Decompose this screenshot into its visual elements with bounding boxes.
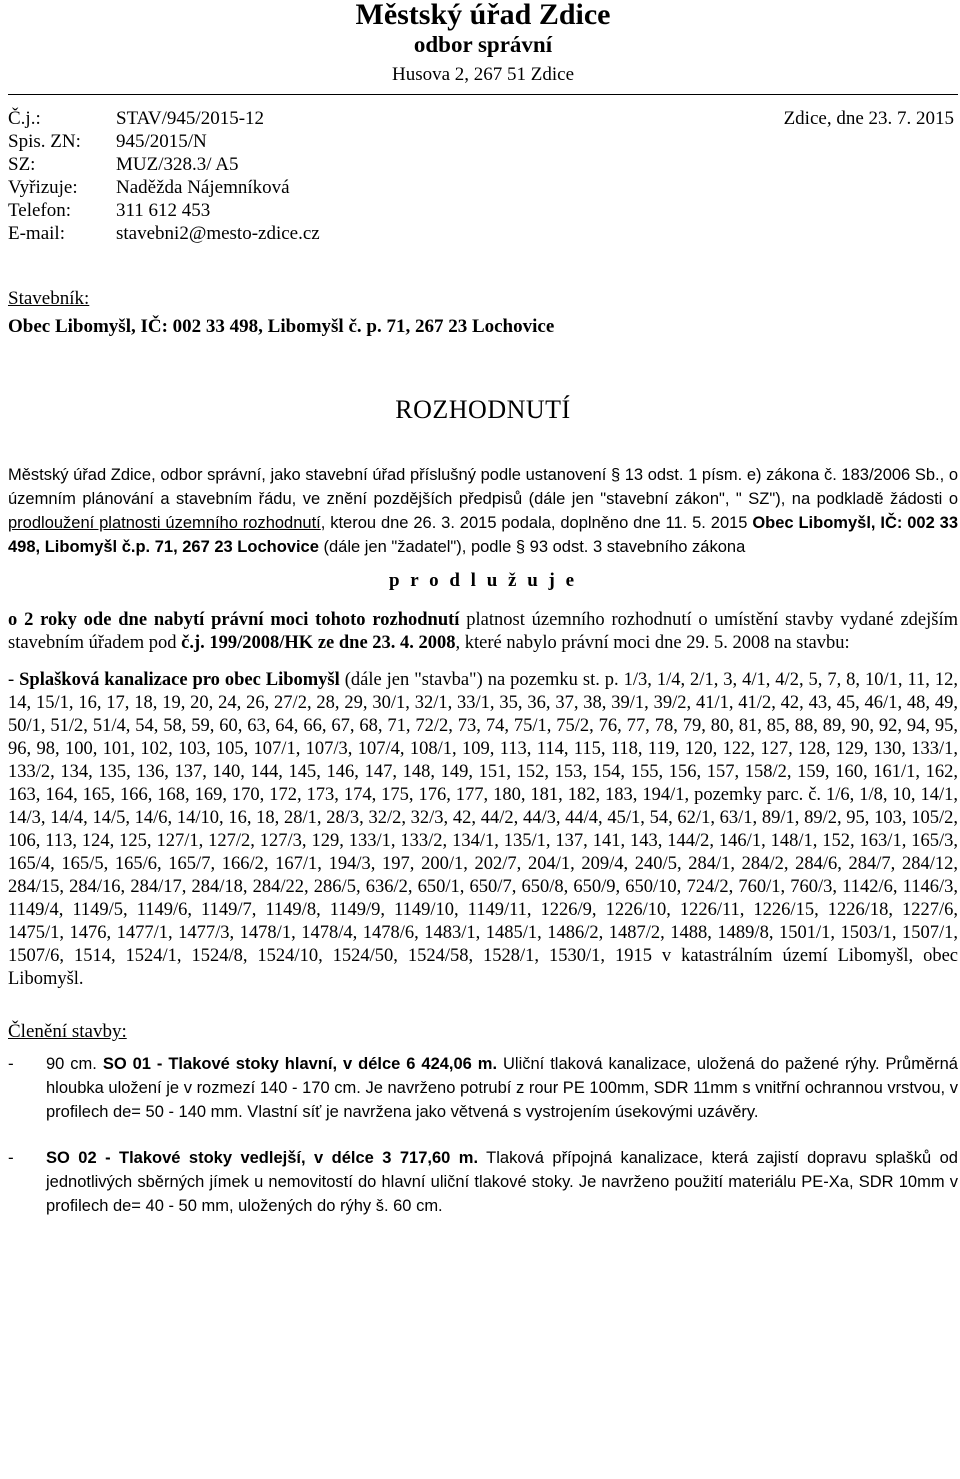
division-heading: Členění stavby: [8, 1021, 127, 1042]
list-item-text [46, 1146, 958, 1218]
file-number-value: 945/2015/N [116, 131, 207, 152]
decision-term: o 2 roky ode dne nabytí právní moci tohoto rozhodnutí [8, 610, 460, 630]
sz-label: SZ: [8, 154, 36, 175]
sz-value: MUZ/328.3/ A5 [116, 154, 239, 175]
list-item [8, 1052, 958, 1124]
handled-by-value: Naděžda Nájemníková [116, 177, 290, 198]
reference-value: STAV/945/2015-12 [116, 108, 265, 129]
document-page [8, 0, 958, 1218]
sz-row [8, 153, 958, 176]
document-date: Zdice, dne 23. 7. 2015 [783, 108, 954, 129]
email-label: E-mail: [8, 223, 65, 244]
list-item [8, 1146, 958, 1218]
office-name: Městský úřad Zdice [355, 0, 611, 31]
reference-label: Č.j.: [8, 108, 41, 129]
extends-heading: p r o d l u ž u j e [388, 570, 578, 591]
parcels-paragraph [8, 669, 958, 991]
handled-by-label: Vyřizuje: [8, 177, 78, 198]
item-title: SO 01 - Tlakové stoky hlavní, v délce 6 424,06 m. [102, 1055, 498, 1073]
file-number-row [8, 130, 958, 153]
phone-label: Telefon: [8, 200, 72, 221]
file-number-label: Spis. ZN: [8, 131, 81, 152]
header-divider [8, 94, 958, 95]
department-name: odbor správní [413, 32, 553, 57]
office-address: Husova 2, 267 51 Zdice [391, 64, 575, 85]
construction-name: Splašková kanalizace pro obec Libomyšl [19, 670, 340, 690]
intro-text-3: (dále jen "žadatel"), podle § 93 odst. 3 stavebního zákona [318, 538, 746, 556]
reference-block [8, 107, 958, 245]
phone-row [8, 199, 958, 222]
list-item-text [46, 1052, 958, 1124]
phone-value: 311 612 453 [116, 200, 211, 221]
intro-text: Městský úřad Zdice, odbor správní, jako stavební úřad příslušný podle ustanovení § 13 odst. 1 písm. e) zákona č. 183/2006 Sb., o územním plánování a stavebním řádu, ve znění pozdějších předpisů (dále jen "stavební zákon", " SZ"), na podkladě žádosti o [8, 466, 958, 508]
parcels-list: (dále jen "stavba") na pozemku st. p. 1/3, 1/4, 2/1, 3, 4/1, 4/2, 5, 7, 8, 10/1, 11, 12, 14, 15/1, 16, 17, 18, 19, 20, 24, 26, 27/2, 28, 29, 30/1, 32/1, 33/1, 35, 36, 37, 38, 39/1, 39/2, 41/1, 41/2, 42, 43, 45, 46/1, 48, 49, 50/1, 51/2, 51/4, 54, 58, 59, 60, 63, 64, 66, 67, 68, 71, 72/2, 73, 74, 75/1, 75/2, 76, 77, 78, 79, 80, 81, 85, 88, 89, 90, 92, 94, 95, 96, 98, 100, 101, 102, 103, 105, 107/1, 107/3, 107/4, 108/1, 109, 113, 114, 115, 118, 119, 120, 122, 127, 128, 129, 130, 133/1, 133/2, 134, 135, 136, 137, 140, 144, 145, 146, 147, 148, 149, 151, 152, 153, 154, 155, 156, 157, 158/2, 159, 160, 161/1, 162, 163, 164, 165, 166, 168, 169, 170, 172, 173, 174, 175, 176, 177, 180, 181, 182, 183, 194/1, pozemky parc. č. 1/6, 1/8, 10, 14/1, 14/3, 14/4, 14/5, 14/6, 14/10, 16, 18, 28/1, 28/3, 32/2, 32/3, 42, 44/2, 44/3, 44/4, 45/1, 54, 62/1, 63/1, 89/1, 89/2, 95, 103, 105/2, 106, 113, 124, 125, 127/1, 127/2, 127/3, 129, 133/1, 133/2, 134/1, 135/1, 137, 141, 143, 144/2, 146/1, 148/1, 152, 163/1, 165/3, 165/4, 165/5, 165/6, 165/7, 166/2, 167/1, 194/3, 197, 200/1, 202/7, 204/1, 209/4, 240/5, 284/1, 284/2, 284/6, 284/7, 284/12, 284/15, 284/16, 284/17, 284/18, 284/22, 286/5, 636/2, 650/1, 650/7, 650/8, 650/9, 650/10, 724/2, 760/1, 760/3, 1142/6, 1146/3, 1149/4, 1149/5, 1149/6, 1149/7, 1149/8, 1149/9, 1149/10, 1149/11, 1226/9, 1226/10, 1226/11, 1226/15, 1226/18, 1227/6, 1475/1, 1476, 1477/1, 1477/3, 1478/1, 1478/4, 1478/6, 1483/1, 1485/1, 1486/2, 1487/2, 1488, 1489/8, 1501/1, 1503/1, 1507/1, 1507/6, 1514, 1524/1, 1524/8, 1524/10, 1524/50, 1524/58, 1528/1, 1530/1, 1915 v katastrálním území Libomyšl, obec Libomyšl. [8, 670, 958, 989]
item-description: Tlaková přípojná kanalizace, která zajistí dopravu splašků od jednotlivých sběrných jímek u nemovitostí do hlavní uliční tlakové stoky. Je navrženo použití materiálu PE-Xa, SDR 10mm v profilech de= 40 - 50 mm, uložených do rýhy š. 60 cm. [46, 1149, 958, 1215]
builder-block [8, 285, 958, 341]
item-description: Uliční tlaková kanalizace, uložená do pažené rýhy. Průměrná hloubka uložení je v rozmezí 140 - 170 cm. Je navrženo potrubí z rour PE 100mm, SDR 11mm s vnitřní ochrannou vrstvou, v profilech de= 50 - 140 mm. Vlastní síť je navržena jako větvená s vystrojením úsekovými uzávěry. [46, 1055, 958, 1121]
decision-reference: č.j. 199/2008/HK ze dne 23. 4. 2008 [181, 633, 456, 653]
decision-text [8, 609, 958, 655]
item-title: SO 02 - Tlakové stoky vedlejší, v délce 3 717,60 m. [46, 1149, 479, 1167]
intro-applicant: Obec Libomyšl, IČ: 002 33 498, Libomyšl č.p. 71, 267 23 Lochovice [8, 514, 958, 556]
email-row [8, 222, 958, 245]
list-dash: - [8, 1148, 14, 1167]
decision-title: ROZHODNUTÍ [395, 395, 571, 424]
item-prefix: 90 cm. [46, 1055, 103, 1073]
intro-subject: prodloužení platnosti územního rozhodnutí [8, 514, 321, 532]
list-dash: - [8, 1054, 14, 1073]
decision-text-2: , které nabylo právní moci dne 29. 5. 2008 na stavbu: [455, 633, 850, 653]
decision-text-1: platnost územního rozhodnutí o umístění stavby vydané zdejším stavebním úřadem pod [8, 610, 958, 653]
parcels-prefix: - [8, 670, 20, 690]
handled-by-row [8, 176, 958, 199]
decision-intro [8, 463, 958, 559]
intro-text-2: , kterou dne 26. 3. 2015 podala, doplněno dne 11. 5. 2015 [320, 514, 753, 532]
builder-label: Stavebník: [8, 288, 90, 309]
email-value: stavebni2@mesto-zdice.cz [116, 223, 320, 244]
builder-name: Obec Libomyšl, IČ: 002 33 498, Libomyšl č. p. 71, 267 23 Lochovice [8, 316, 555, 337]
